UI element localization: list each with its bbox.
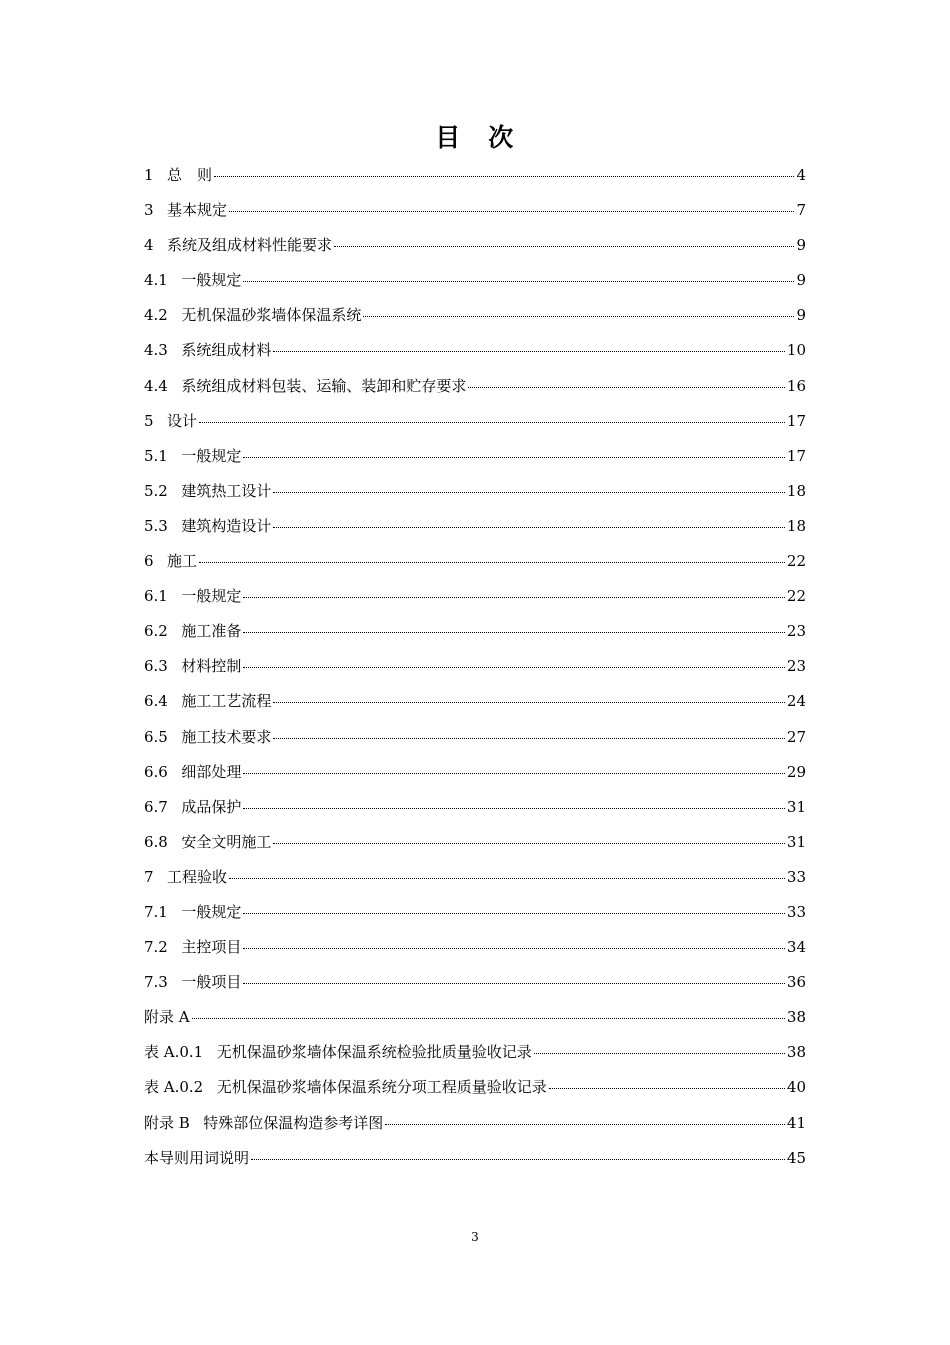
toc-entry-title: 系统及组成材料性能要求 xyxy=(167,236,333,255)
toc-entry-number: 6.2 xyxy=(144,622,168,641)
toc-entry-page: 27 xyxy=(786,727,806,746)
toc-entry-page: 9 xyxy=(796,306,806,325)
dot-leader xyxy=(199,407,785,423)
toc-entry-title: 主控项目 xyxy=(181,938,242,957)
toc-entry-title: 一般规定 xyxy=(181,271,242,290)
toc-entry[interactable] xyxy=(144,860,806,895)
toc-entry[interactable] xyxy=(144,544,806,579)
toc-entry-page: 31 xyxy=(786,832,806,851)
dot-leader xyxy=(273,828,785,844)
toc-entry[interactable] xyxy=(144,404,806,439)
dot-leader xyxy=(251,1144,785,1160)
toc-entry-page: 23 xyxy=(786,657,806,676)
toc-entry-number: 4.1 xyxy=(144,271,168,290)
toc-entry-page: 18 xyxy=(786,516,806,535)
toc-entry[interactable] xyxy=(144,1035,806,1070)
toc-entry[interactable] xyxy=(144,720,806,755)
toc-entry[interactable] xyxy=(144,333,806,368)
toc-entry-number: 7.3 xyxy=(144,973,168,992)
toc-entry[interactable] xyxy=(144,790,806,825)
dot-leader xyxy=(243,652,785,668)
toc-entry-page: 9 xyxy=(796,236,806,255)
dot-leader xyxy=(273,723,785,739)
toc-entry-page: 24 xyxy=(786,692,806,711)
toc-entry-number: 6 xyxy=(144,552,154,571)
page-title: 目 次 xyxy=(435,123,515,152)
toc-entry[interactable] xyxy=(144,1000,806,1035)
toc-entry-title: 一般规定 xyxy=(181,446,242,465)
toc-entry-page: 7 xyxy=(796,201,806,220)
toc-entry-number: 4.3 xyxy=(144,341,168,360)
toc-entry-number: 3 xyxy=(144,201,154,220)
toc-entry-number: 5.3 xyxy=(144,516,168,535)
toc-entry-page: 17 xyxy=(786,411,806,430)
toc-entry-title: 设计 xyxy=(167,411,198,430)
toc-entry[interactable] xyxy=(144,439,806,474)
toc-entry-page: 9 xyxy=(796,271,806,290)
toc-entry-number: 表 A.0.2 xyxy=(144,1078,204,1097)
toc-entry-number: 6.7 xyxy=(144,797,168,816)
toc-entry-title: 工程验收 xyxy=(167,867,228,886)
toc-entry[interactable] xyxy=(144,474,806,509)
toc-entry-title: 建筑构造设计 xyxy=(181,516,272,535)
toc-entry-title: 无机保温砂浆墙体保温系统 xyxy=(181,306,362,325)
dot-leader xyxy=(385,1109,785,1125)
dot-leader xyxy=(243,758,785,774)
dot-leader xyxy=(363,301,794,317)
toc-entry-number: 6.6 xyxy=(144,762,168,781)
page-number: 3 xyxy=(471,1230,479,1244)
dot-leader xyxy=(273,687,785,703)
dot-leader xyxy=(273,477,785,493)
toc-entry-page: 17 xyxy=(786,446,806,465)
toc-entry[interactable] xyxy=(144,649,806,684)
toc-entry-title: 一般项目 xyxy=(181,973,242,992)
toc-entry-title: 一般规定 xyxy=(181,902,242,921)
toc-entry-number: 4.4 xyxy=(144,376,168,395)
toc-entry-number: 附录 A xyxy=(144,1008,190,1027)
dot-leader xyxy=(199,547,785,563)
toc-entry-number: 6.4 xyxy=(144,692,168,711)
toc-entry[interactable] xyxy=(144,895,806,930)
toc-entry-page: 45 xyxy=(786,1148,806,1167)
dot-leader xyxy=(534,1038,785,1054)
toc-entry-number: 7 xyxy=(144,867,154,886)
toc-entry[interactable] xyxy=(144,509,806,544)
dot-leader xyxy=(229,196,794,212)
toc-entry[interactable] xyxy=(144,263,806,298)
dot-leader xyxy=(273,336,785,352)
toc-entry-number: 5.1 xyxy=(144,446,168,465)
toc-entry-page: 22 xyxy=(786,587,806,606)
toc-entry-title: 无机保温砂浆墙体保温系统检验批质量验收记录 xyxy=(216,1043,532,1062)
toc-entry[interactable] xyxy=(144,684,806,719)
toc-entry-page: 29 xyxy=(786,762,806,781)
toc-entry-number: 4 xyxy=(144,236,154,255)
dot-leader xyxy=(334,231,794,247)
toc-entry-title: 系统组成材料包装、运输、装卸和贮存要求 xyxy=(181,376,467,395)
toc-entry-number: 6.1 xyxy=(144,587,168,606)
toc-entry[interactable] xyxy=(144,965,806,1000)
toc-entry-page: 10 xyxy=(786,341,806,360)
toc-entry-title: 细部处理 xyxy=(181,762,242,781)
toc-entry-title: 总 则 xyxy=(167,166,213,184)
toc-entry-title: 建筑热工设计 xyxy=(181,481,272,500)
toc-entry-page: 18 xyxy=(786,481,806,500)
toc-entry-page: 33 xyxy=(786,902,806,921)
dot-leader xyxy=(229,863,785,879)
toc-entry-number: 1 xyxy=(144,166,154,184)
toc-entry-title: 无机保温砂浆墙体保温系统分项工程质量验收记录 xyxy=(216,1078,547,1097)
toc-entry[interactable] xyxy=(144,579,806,614)
toc-entry-number: 7.1 xyxy=(144,902,168,921)
toc-entry-number: 6.8 xyxy=(144,832,168,851)
toc-entry-page: 40 xyxy=(786,1078,806,1097)
toc-entry-title: 施工 xyxy=(167,552,198,571)
dot-leader xyxy=(243,968,785,984)
dot-leader xyxy=(273,512,785,528)
toc-entry[interactable] xyxy=(144,158,806,193)
dot-leader xyxy=(243,266,794,282)
toc-entry-number: 5.2 xyxy=(144,481,168,500)
toc-entry-page: 34 xyxy=(786,938,806,957)
toc-entry-title: 施工技术要求 xyxy=(181,727,272,746)
toc-entry[interactable] xyxy=(144,193,806,228)
table-of-contents xyxy=(144,158,806,1176)
toc-entry-title: 成品保护 xyxy=(181,797,242,816)
toc-entry[interactable] xyxy=(144,825,806,860)
toc-entry-page: 41 xyxy=(786,1113,806,1132)
toc-entry[interactable] xyxy=(144,1141,806,1176)
toc-entry[interactable] xyxy=(144,369,806,404)
dot-leader xyxy=(468,372,785,388)
dot-leader xyxy=(243,617,785,633)
toc-entry-number: 4.2 xyxy=(144,306,168,325)
dot-leader xyxy=(243,793,785,809)
toc-entry-page: 38 xyxy=(786,1043,806,1062)
dot-leader xyxy=(243,442,785,458)
dot-leader xyxy=(192,1003,785,1019)
toc-entry[interactable] xyxy=(144,1070,806,1105)
toc-entry-title: 施工准备 xyxy=(181,622,242,641)
toc-entry-page: 33 xyxy=(786,867,806,886)
toc-entry-number: 6.3 xyxy=(144,657,168,676)
toc-entry-number: 表 A.0.1 xyxy=(144,1043,204,1062)
toc-entry-page: 38 xyxy=(786,1008,806,1027)
dot-leader xyxy=(243,898,785,914)
toc-entry-page: 22 xyxy=(786,552,806,571)
toc-entry-number: 7.2 xyxy=(144,938,168,957)
toc-entry-page: 23 xyxy=(786,622,806,641)
dot-leader xyxy=(214,161,794,177)
dot-leader xyxy=(549,1073,785,1089)
toc-entry-page: 36 xyxy=(786,973,806,992)
toc-entry-title: 本导则用词说明 xyxy=(144,1148,250,1167)
toc-entry[interactable] xyxy=(144,614,806,649)
toc-entry-page: 31 xyxy=(786,797,806,816)
toc-entry[interactable] xyxy=(144,1106,806,1141)
toc-entry-number: 6.5 xyxy=(144,727,168,746)
dot-leader xyxy=(243,582,785,598)
toc-entry-title: 材料控制 xyxy=(181,657,242,676)
toc-entry-title: 系统组成材料 xyxy=(181,341,272,360)
toc-entry-title: 施工工艺流程 xyxy=(181,692,272,711)
dot-leader xyxy=(243,933,785,949)
toc-entry[interactable] xyxy=(144,930,806,965)
toc-entry-page: 16 xyxy=(786,376,806,395)
toc-entry-title: 安全文明施工 xyxy=(181,832,272,851)
toc-entry[interactable] xyxy=(144,755,806,790)
toc-entry[interactable] xyxy=(144,228,806,263)
toc-entry-number: 5 xyxy=(144,411,154,430)
toc-entry-page: 4 xyxy=(796,166,806,184)
toc-entry-title: 特殊部位保温构造参考详图 xyxy=(203,1113,384,1132)
toc-entry-number: 附录 B xyxy=(144,1113,190,1132)
toc-entry[interactable] xyxy=(144,298,806,333)
toc-entry-title: 一般规定 xyxy=(181,587,242,606)
toc-entry-title: 基本规定 xyxy=(167,201,228,220)
